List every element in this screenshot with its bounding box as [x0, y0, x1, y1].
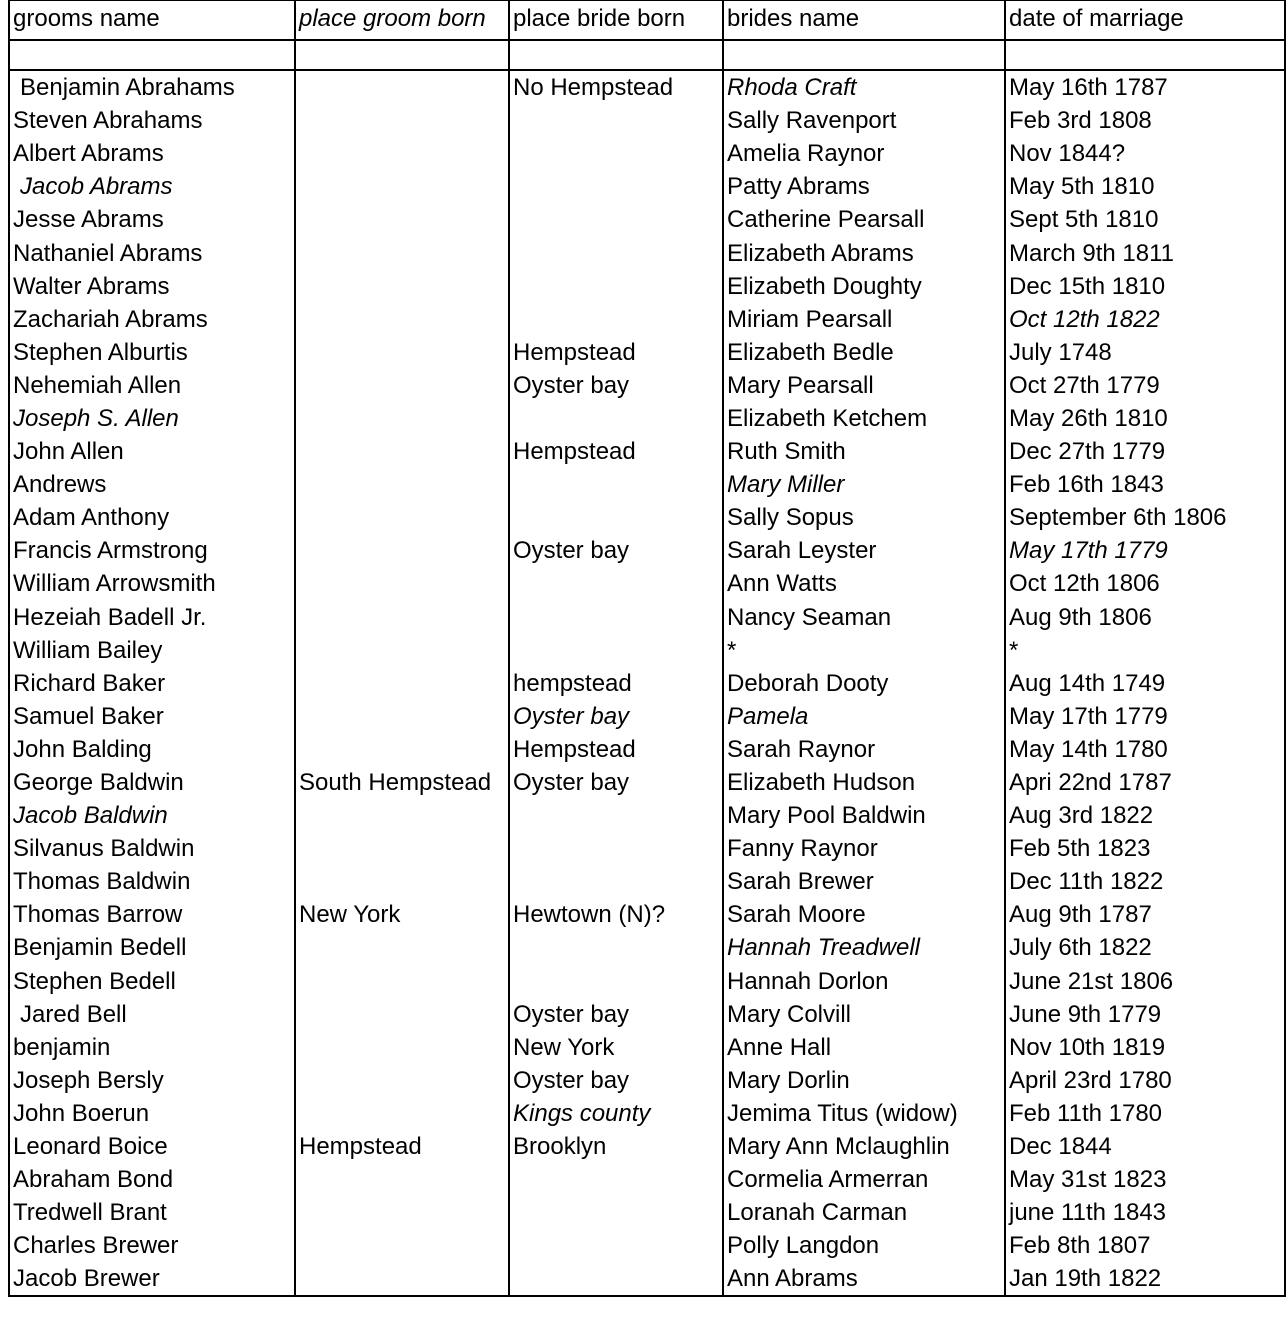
table-row	[9, 303, 1285, 336]
bride-birthplace-cell	[509, 203, 723, 236]
groom-birthplace-cell	[295, 402, 509, 435]
groom-birthplace-cell	[295, 137, 509, 170]
table-row	[9, 799, 1285, 832]
marriage-date-cell: June 21st 1806	[1005, 965, 1285, 998]
blank-cell	[1005, 40, 1285, 70]
marriage-date-cell: Aug 9th 1806	[1005, 601, 1285, 634]
table-row	[9, 468, 1285, 501]
marriage-date-cell: Feb 8th 1807	[1005, 1229, 1285, 1262]
table-row	[9, 567, 1285, 600]
table-row	[9, 1196, 1285, 1229]
bride-name-cell: Elizabeth Bedle	[723, 336, 1005, 369]
table-row	[9, 667, 1285, 700]
table-row	[9, 1130, 1285, 1163]
marriage-date-cell: Aug 3rd 1822	[1005, 799, 1285, 832]
bride-name-cell: Elizabeth Doughty	[723, 270, 1005, 303]
groom-name-cell: John Boerun	[9, 1097, 295, 1130]
header-grooms-name: grooms name	[9, 1, 295, 41]
bride-birthplace-cell	[509, 501, 723, 534]
table-row	[9, 270, 1285, 303]
marriage-date-cell: Nov 10th 1819	[1005, 1031, 1285, 1064]
table-row	[9, 236, 1285, 269]
blank-cell	[9, 40, 295, 70]
groom-name-cell: benjamin	[9, 1031, 295, 1064]
bride-birthplace-cell: Oyster bay	[509, 766, 723, 799]
groom-name-cell: Jacob Baldwin	[9, 799, 295, 832]
groom-birthplace-cell	[295, 998, 509, 1031]
table-row	[9, 1064, 1285, 1097]
groom-name-cell: Walter Abrams	[9, 270, 295, 303]
bride-name-cell: Pamela	[723, 700, 1005, 733]
marriage-date-cell: Dec 27th 1779	[1005, 435, 1285, 468]
groom-birthplace-cell	[295, 534, 509, 567]
marriage-date-cell: *	[1005, 634, 1285, 667]
marriage-date-cell: Jan 19th 1822	[1005, 1262, 1285, 1296]
table-row	[9, 1229, 1285, 1262]
groom-name-cell: Leonard Boice	[9, 1130, 295, 1163]
groom-name-cell: George Baldwin	[9, 766, 295, 799]
marriage-date-cell: May 16th 1787	[1005, 70, 1285, 104]
table-row	[9, 203, 1285, 236]
bride-birthplace-cell	[509, 468, 723, 501]
bride-birthplace-cell	[509, 865, 723, 898]
table-row	[9, 1163, 1285, 1196]
bride-name-cell: Ann Watts	[723, 567, 1005, 600]
bride-birthplace-cell	[509, 104, 723, 137]
groom-birthplace-cell	[295, 733, 509, 766]
groom-birthplace-cell	[295, 1229, 509, 1262]
bride-name-cell: Ruth Smith	[723, 435, 1005, 468]
groom-name-cell: Stephen Alburtis	[9, 336, 295, 369]
bride-birthplace-cell	[509, 402, 723, 435]
groom-name-cell: Abraham Bond	[9, 1163, 295, 1196]
bride-birthplace-cell: New York	[509, 1031, 723, 1064]
bride-birthplace-cell: Oyster bay	[509, 700, 723, 733]
groom-name-cell: Thomas Barrow	[9, 898, 295, 931]
groom-name-cell: Steven Abrahams	[9, 104, 295, 137]
bride-name-cell: Sarah Raynor	[723, 733, 1005, 766]
bride-birthplace-cell	[509, 1163, 723, 1196]
blank-cell	[295, 40, 509, 70]
groom-name-cell: Tredwell Brant	[9, 1196, 295, 1229]
blank-cell	[509, 40, 723, 70]
groom-birthplace-cell	[295, 1163, 509, 1196]
groom-birthplace-cell	[295, 369, 509, 402]
bride-name-cell: Cormelia Armerran	[723, 1163, 1005, 1196]
bride-birthplace-cell	[509, 832, 723, 865]
groom-name-cell: Richard Baker	[9, 667, 295, 700]
marriage-date-cell: Aug 14th 1749	[1005, 667, 1285, 700]
bride-name-cell: *	[723, 634, 1005, 667]
table-row	[9, 1097, 1285, 1130]
table-row	[9, 137, 1285, 170]
groom-birthplace-cell	[295, 270, 509, 303]
groom-birthplace-cell	[295, 601, 509, 634]
bride-birthplace-cell: Hewtown (N)?	[509, 898, 723, 931]
groom-name-cell: Charles Brewer	[9, 1229, 295, 1262]
bride-name-cell: Mary Miller	[723, 468, 1005, 501]
groom-birthplace-cell	[295, 567, 509, 600]
bride-birthplace-cell	[509, 567, 723, 600]
bride-birthplace-cell	[509, 601, 723, 634]
table-row	[9, 865, 1285, 898]
groom-name-cell: Benjamin Abrahams	[9, 70, 295, 104]
bride-name-cell: Elizabeth Hudson	[723, 766, 1005, 799]
groom-birthplace-cell	[295, 865, 509, 898]
table-row	[9, 170, 1285, 203]
table-row	[9, 733, 1285, 766]
marriage-date-cell: june 11th 1843	[1005, 1196, 1285, 1229]
header-brides-name: brides name	[723, 1, 1005, 41]
bride-birthplace-cell: Hempstead	[509, 435, 723, 468]
groom-birthplace-cell: New York	[295, 898, 509, 931]
bride-birthplace-cell: No Hempstead	[509, 70, 723, 104]
table-row	[9, 601, 1285, 634]
groom-birthplace-cell	[295, 700, 509, 733]
bride-birthplace-cell: hempstead	[509, 667, 723, 700]
bride-name-cell: Sally Ravenport	[723, 104, 1005, 137]
bride-name-cell: Mary Ann Mclaughlin	[723, 1130, 1005, 1163]
marriage-date-cell: July 1748	[1005, 336, 1285, 369]
groom-name-cell: Jacob Brewer	[9, 1262, 295, 1296]
bride-name-cell: Amelia Raynor	[723, 137, 1005, 170]
marriage-date-cell: Apri 22nd 1787	[1005, 766, 1285, 799]
table-header	[9, 1, 1285, 71]
marriage-date-cell: May 17th 1779	[1005, 700, 1285, 733]
table-row	[9, 435, 1285, 468]
groom-birthplace-cell	[295, 70, 509, 104]
bride-birthplace-cell	[509, 170, 723, 203]
marriage-date-cell: April 23rd 1780	[1005, 1064, 1285, 1097]
marriage-date-cell: Dec 15th 1810	[1005, 270, 1285, 303]
bride-birthplace-cell	[509, 1229, 723, 1262]
groom-name-cell: Jacob Abrams	[9, 170, 295, 203]
blank-cell	[723, 40, 1005, 70]
bride-name-cell: Mary Dorlin	[723, 1064, 1005, 1097]
table-row	[9, 766, 1285, 799]
bride-name-cell: Jemima Titus (widow)	[723, 1097, 1005, 1130]
bride-name-cell: Elizabeth Abrams	[723, 236, 1005, 269]
groom-birthplace-cell	[295, 1064, 509, 1097]
header-place-groom-born: place groom born	[295, 1, 509, 41]
table-body	[9, 70, 1285, 1296]
bride-birthplace-cell	[509, 965, 723, 998]
bride-birthplace-cell	[509, 931, 723, 964]
table-row	[9, 998, 1285, 1031]
groom-name-cell: Joseph S. Allen	[9, 402, 295, 435]
table-row	[9, 634, 1285, 667]
marriage-date-cell: Dec 1844	[1005, 1130, 1285, 1163]
groom-birthplace-cell	[295, 965, 509, 998]
groom-birthplace-cell	[295, 634, 509, 667]
groom-name-cell: Jesse Abrams	[9, 203, 295, 236]
groom-birthplace-cell	[295, 170, 509, 203]
blank-row	[9, 40, 1285, 70]
table-row	[9, 965, 1285, 998]
bride-birthplace-cell	[509, 799, 723, 832]
groom-name-cell: Nathaniel Abrams	[9, 236, 295, 269]
bride-name-cell: Mary Colvill	[723, 998, 1005, 1031]
marriage-date-cell: May 5th 1810	[1005, 170, 1285, 203]
groom-birthplace-cell: Hempstead	[295, 1130, 509, 1163]
groom-name-cell: Silvanus Baldwin	[9, 832, 295, 865]
groom-name-cell: William Bailey	[9, 634, 295, 667]
bride-birthplace-cell	[509, 1262, 723, 1296]
groom-name-cell: Benjamin Bedell	[9, 931, 295, 964]
bride-birthplace-cell: Brooklyn	[509, 1130, 723, 1163]
bride-name-cell: Anne Hall	[723, 1031, 1005, 1064]
bride-name-cell: Sarah Leyster	[723, 534, 1005, 567]
groom-birthplace-cell	[295, 1262, 509, 1296]
bride-name-cell: Catherine Pearsall	[723, 203, 1005, 236]
marriage-date-cell: Feb 5th 1823	[1005, 832, 1285, 865]
bride-birthplace-cell	[509, 236, 723, 269]
bride-name-cell: Rhoda Craft	[723, 70, 1005, 104]
table-row	[9, 832, 1285, 865]
marriage-date-cell: May 17th 1779	[1005, 534, 1285, 567]
table-row	[9, 501, 1285, 534]
groom-birthplace-cell	[295, 832, 509, 865]
groom-name-cell: Zachariah Abrams	[9, 303, 295, 336]
bride-birthplace-cell: Oyster bay	[509, 369, 723, 402]
groom-name-cell: Adam Anthony	[9, 501, 295, 534]
groom-name-cell: Andrews	[9, 468, 295, 501]
groom-birthplace-cell	[295, 435, 509, 468]
marriage-date-cell: September 6th 1806	[1005, 501, 1285, 534]
bride-birthplace-cell	[509, 270, 723, 303]
groom-name-cell: Albert Abrams	[9, 137, 295, 170]
groom-birthplace-cell	[295, 931, 509, 964]
table-row	[9, 1262, 1285, 1296]
bride-name-cell: Ann Abrams	[723, 1262, 1005, 1296]
bride-name-cell: Loranah Carman	[723, 1196, 1005, 1229]
marriage-date-cell: Sept 5th 1810	[1005, 203, 1285, 236]
bride-birthplace-cell	[509, 634, 723, 667]
groom-birthplace-cell: South Hempstead	[295, 766, 509, 799]
groom-birthplace-cell	[295, 667, 509, 700]
groom-name-cell: Stephen Bedell	[9, 965, 295, 998]
marriage-date-cell: Nov 1844?	[1005, 137, 1285, 170]
table-row	[9, 1031, 1285, 1064]
bride-birthplace-cell: Hempstead	[509, 336, 723, 369]
table-row	[9, 104, 1285, 137]
groom-name-cell: Jared Bell	[9, 998, 295, 1031]
marriage-date-cell: Feb 3rd 1808	[1005, 104, 1285, 137]
groom-birthplace-cell	[295, 799, 509, 832]
marriage-date-cell: Aug 9th 1787	[1005, 898, 1285, 931]
groom-birthplace-cell	[295, 336, 509, 369]
groom-name-cell: Nehemiah Allen	[9, 369, 295, 402]
groom-name-cell: John Allen	[9, 435, 295, 468]
bride-name-cell: Sarah Moore	[723, 898, 1005, 931]
groom-birthplace-cell	[295, 236, 509, 269]
bride-birthplace-cell	[509, 1196, 723, 1229]
bride-name-cell: Mary Pool Baldwin	[723, 799, 1005, 832]
bride-name-cell: Mary Pearsall	[723, 369, 1005, 402]
marriage-date-cell: June 9th 1779	[1005, 998, 1285, 1031]
marriage-date-cell: Oct 12th 1822	[1005, 303, 1285, 336]
table-row	[9, 534, 1285, 567]
groom-name-cell: Hezeiah Badell Jr.	[9, 601, 295, 634]
marriage-date-cell: Feb 11th 1780	[1005, 1097, 1285, 1130]
bride-name-cell: Polly Langdon	[723, 1229, 1005, 1262]
bride-name-cell: Nancy Seaman	[723, 601, 1005, 634]
bride-birthplace-cell: Oyster bay	[509, 1064, 723, 1097]
bride-birthplace-cell: Oyster bay	[509, 998, 723, 1031]
bride-name-cell: Elizabeth Ketchem	[723, 402, 1005, 435]
table-row	[9, 336, 1285, 369]
groom-birthplace-cell	[295, 1097, 509, 1130]
bride-name-cell: Patty Abrams	[723, 170, 1005, 203]
marriage-date-cell: March 9th 1811	[1005, 236, 1285, 269]
marriage-date-cell: July 6th 1822	[1005, 931, 1285, 964]
marriage-records-table	[8, 0, 1286, 1297]
groom-name-cell: Thomas Baldwin	[9, 865, 295, 898]
marriage-date-cell: May 14th 1780	[1005, 733, 1285, 766]
groom-birthplace-cell	[295, 203, 509, 236]
groom-birthplace-cell	[295, 468, 509, 501]
bride-name-cell: Sally Sopus	[723, 501, 1005, 534]
marriage-date-cell: Feb 16th 1843	[1005, 468, 1285, 501]
bride-birthplace-cell: Hempstead	[509, 733, 723, 766]
groom-name-cell: Francis Armstrong	[9, 534, 295, 567]
groom-birthplace-cell	[295, 104, 509, 137]
bride-birthplace-cell	[509, 303, 723, 336]
bride-birthplace-cell: Kings county	[509, 1097, 723, 1130]
marriage-date-cell: Oct 27th 1779	[1005, 369, 1285, 402]
bride-name-cell: Hannah Treadwell	[723, 931, 1005, 964]
header-date-of-marriage: date of marriage	[1005, 1, 1285, 41]
bride-name-cell: Deborah Dooty	[723, 667, 1005, 700]
bride-name-cell: Hannah Dorlon	[723, 965, 1005, 998]
groom-birthplace-cell	[295, 303, 509, 336]
groom-name-cell: Joseph Bersly	[9, 1064, 295, 1097]
groom-birthplace-cell	[295, 501, 509, 534]
table-row	[9, 70, 1285, 104]
table-row	[9, 931, 1285, 964]
table-row	[9, 402, 1285, 435]
bride-birthplace-cell	[509, 137, 723, 170]
bride-name-cell: Fanny Raynor	[723, 832, 1005, 865]
table-row	[9, 369, 1285, 402]
table-row	[9, 898, 1285, 931]
marriage-date-cell: May 31st 1823	[1005, 1163, 1285, 1196]
bride-name-cell: Miriam Pearsall	[723, 303, 1005, 336]
bride-birthplace-cell: Oyster bay	[509, 534, 723, 567]
bride-name-cell: Sarah Brewer	[723, 865, 1005, 898]
table-row	[9, 700, 1285, 733]
groom-name-cell: Samuel Baker	[9, 700, 295, 733]
groom-birthplace-cell	[295, 1196, 509, 1229]
header-place-bride-born: place bride born	[509, 1, 723, 41]
groom-name-cell: John Balding	[9, 733, 295, 766]
marriage-date-cell: Oct 12th 1806	[1005, 567, 1285, 600]
header-row	[9, 1, 1285, 41]
groom-name-cell: William Arrowsmith	[9, 567, 295, 600]
groom-birthplace-cell	[295, 1031, 509, 1064]
marriage-date-cell: Dec 11th 1822	[1005, 865, 1285, 898]
marriage-date-cell: May 26th 1810	[1005, 402, 1285, 435]
